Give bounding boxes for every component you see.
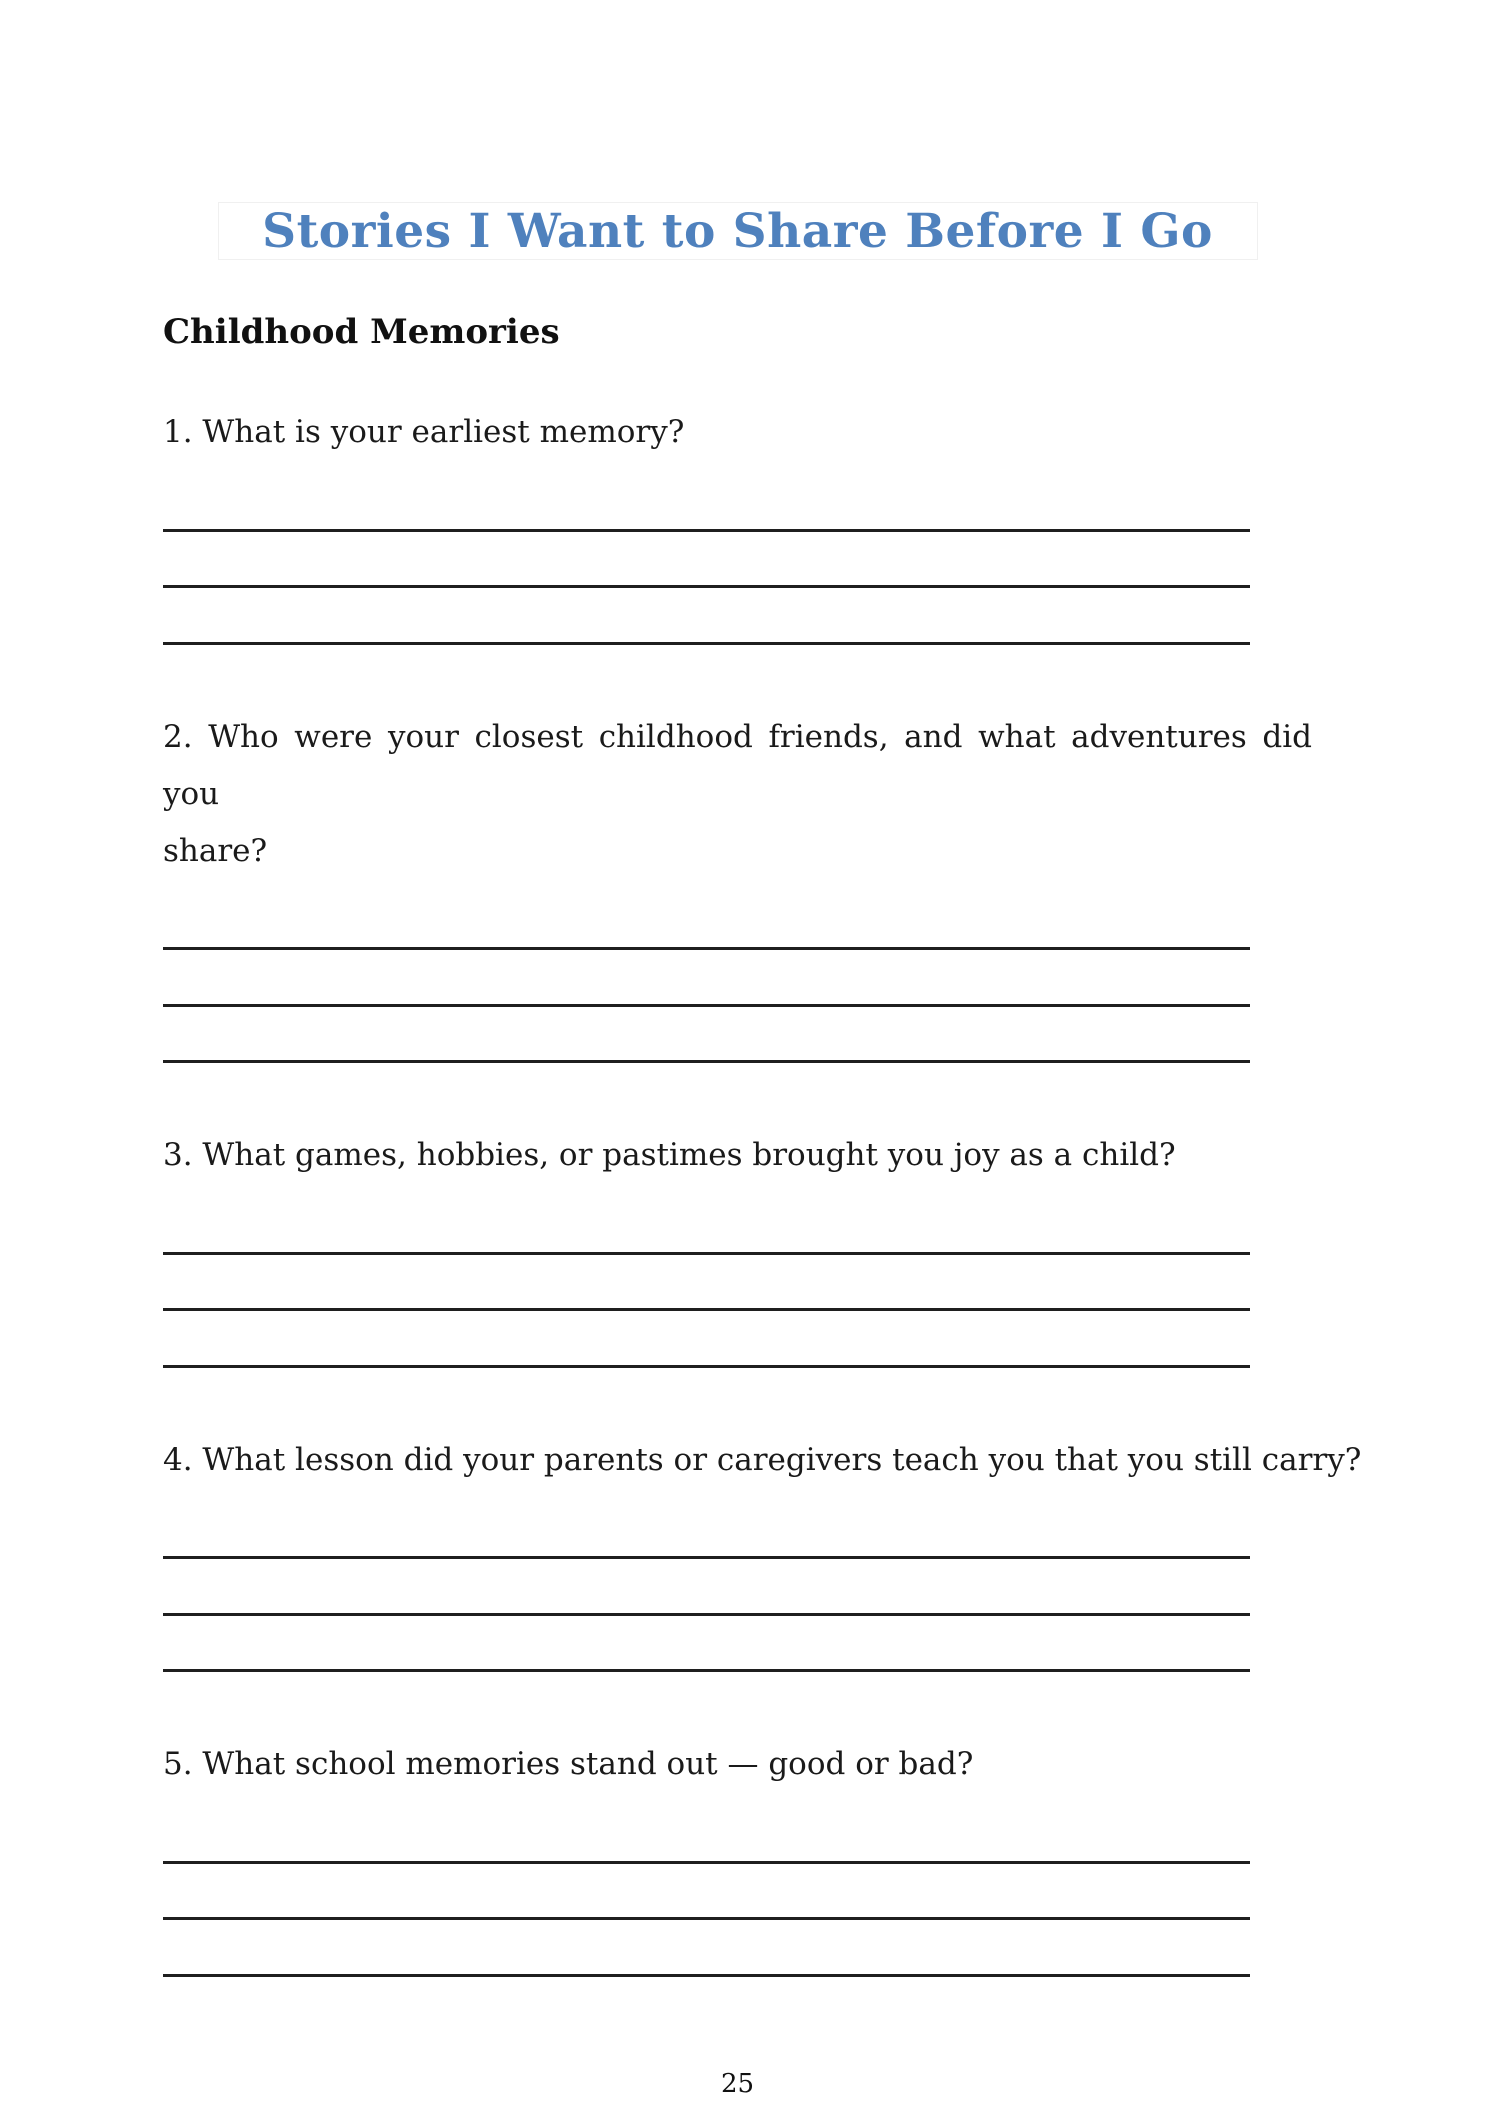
answer-lines-2: [163, 894, 1312, 1064]
question-3-text: [163, 1127, 1312, 1184]
answer-line: [163, 1920, 1250, 1977]
question-line: share?: [163, 832, 268, 869]
answer-lines-5: [163, 1807, 1312, 1977]
answer-line: [163, 1311, 1250, 1368]
answer-line: [163, 1255, 1250, 1312]
answer-line: [163, 532, 1250, 589]
answer-line: [163, 1559, 1250, 1616]
question-block-3: [163, 1127, 1312, 1368]
question-line: 2. Who were your closest childhood friends, and what adventures did you: [163, 718, 1312, 812]
answer-lines-1: [163, 475, 1312, 645]
question-line: 5. What school memories stand out — good or bad?: [163, 1746, 974, 1782]
page-number: 25: [720, 2068, 755, 2099]
question-1-text: [163, 404, 1312, 461]
question-4-text: [163, 1432, 1362, 1489]
answer-line: [163, 588, 1250, 645]
answer-lines-3: [163, 1198, 1312, 1368]
question-block-5: [163, 1736, 1312, 1977]
question-line: 4. What lesson did your parents or caregivers teach you that you still carry?: [163, 1441, 1362, 1478]
question-2-text: [163, 709, 1312, 880]
question-block-2: [163, 709, 1312, 1064]
page-title: Stories I Want to Share Before I Go: [262, 203, 1213, 259]
title-box: [218, 202, 1258, 260]
question-block-1: [163, 404, 1312, 645]
question-block-4: [163, 1432, 1362, 1673]
answer-line: [163, 1503, 1250, 1560]
answer-line: [163, 1807, 1250, 1864]
answer-line: [163, 475, 1250, 532]
question-5-text: [163, 1736, 1312, 1793]
answer-lines-4: [163, 1503, 1312, 1673]
answer-line: [163, 1864, 1250, 1921]
section-heading: Childhood Memories: [163, 312, 560, 352]
answer-line: [163, 950, 1250, 1007]
answer-line: [163, 894, 1250, 951]
question-line: 1. What is your earliest memory?: [163, 414, 685, 450]
answer-line: [163, 1007, 1250, 1064]
question-line: 3. What games, hobbies, or pastimes brought you joy as a child?: [163, 1137, 1176, 1173]
answer-line: [163, 1616, 1250, 1673]
answer-line: [163, 1198, 1250, 1255]
